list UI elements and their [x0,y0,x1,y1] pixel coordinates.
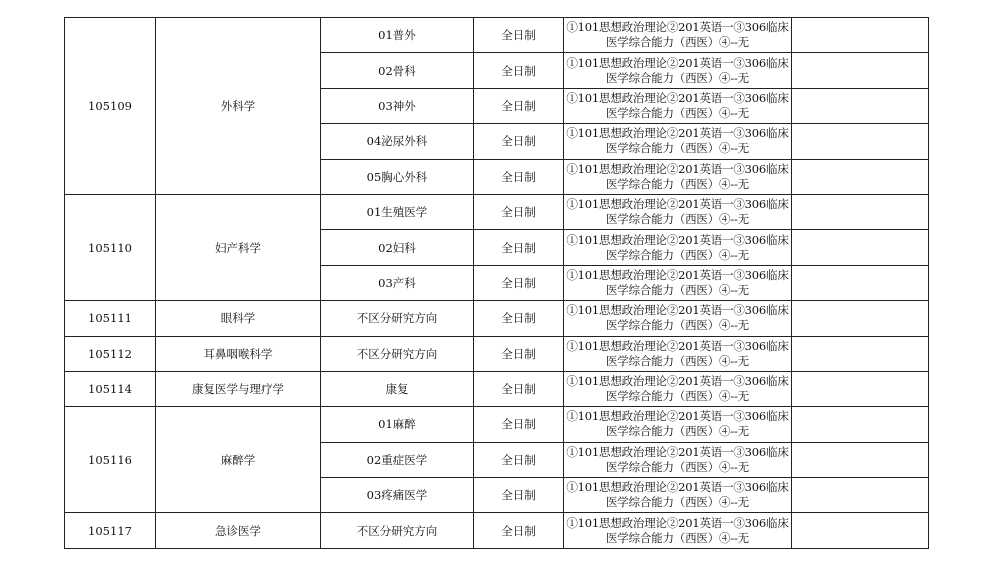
exam-subjects-cell [564,230,792,265]
admissions-table [64,17,929,549]
exam-subjects-line-2: 医学综合能力（西医）④--无 [606,105,749,120]
exam-subjects-line-1: ①101思想政治理论②201英语一③306临床 [566,90,789,105]
study-mode-cell: 全日制 [474,159,564,194]
table-row [65,301,929,336]
exam-subjects-cell [564,159,792,194]
remarks-cell [792,53,929,88]
research-direction-cell: 02妇科 [321,230,474,265]
exam-subjects-line-1: ①101思想政治理论②201英语一③306临床 [566,515,789,530]
exam-subjects-line-1: ①101思想政治理论②201英语一③306临床 [566,480,789,495]
remarks-cell [792,513,929,548]
exam-subjects-line-2: 医学综合能力（西医）④--无 [606,424,749,439]
remarks-cell [792,336,929,371]
study-mode-cell: 全日制 [474,194,564,229]
exam-subjects-cell [564,194,792,229]
study-mode-cell: 全日制 [474,230,564,265]
research-direction-cell: 02骨科 [321,53,474,88]
table-row [65,371,929,406]
exam-subjects-line-2: 医学综合能力（西医）④--无 [606,530,749,545]
exam-subjects-cell [564,301,792,336]
major-name-cell: 耳鼻咽喉科学 [156,336,321,371]
research-direction-cell: 01普外 [321,18,474,53]
research-direction-cell: 01生殖医学 [321,194,474,229]
remarks-cell [792,301,929,336]
table-row [65,513,929,548]
major-name-cell: 妇产科学 [156,194,321,300]
exam-subjects-line-2: 医学综合能力（西医）④--无 [606,459,749,474]
study-mode-cell: 全日制 [474,88,564,123]
exam-subjects-cell [564,442,792,477]
research-direction-cell: 03疼痛医学 [321,478,474,513]
exam-subjects-line-1: ①101思想政治理论②201英语一③306临床 [566,20,789,35]
exam-subjects-line-1: ①101思想政治理论②201英语一③306临床 [566,303,789,318]
study-mode-cell: 全日制 [474,407,564,442]
remarks-cell [792,442,929,477]
exam-subjects-cell [564,336,792,371]
research-direction-cell: 不区分研究方向 [321,513,474,548]
exam-subjects-cell [564,53,792,88]
research-direction-cell: 康复 [321,371,474,406]
remarks-cell [792,159,929,194]
exam-subjects-line-2: 医学综合能力（西医）④--无 [606,495,749,510]
table-body [65,18,929,549]
study-mode-cell: 全日制 [474,53,564,88]
research-direction-cell: 03神外 [321,88,474,123]
exam-subjects-line-2: 医学综合能力（西医）④--无 [606,353,749,368]
study-mode-cell: 全日制 [474,124,564,159]
exam-subjects-line-2: 医学综合能力（西医）④--无 [606,176,749,191]
exam-subjects-line-1: ①101思想政治理论②201英语一③306临床 [566,409,789,424]
study-mode-cell: 全日制 [474,265,564,300]
remarks-cell [792,230,929,265]
research-direction-cell: 03产科 [321,265,474,300]
research-direction-cell: 不区分研究方向 [321,301,474,336]
exam-subjects-line-1: ①101思想政治理论②201英语一③306临床 [566,338,789,353]
exam-subjects-cell [564,18,792,53]
exam-subjects-line-2: 医学综合能力（西医）④--无 [606,141,749,156]
major-name-cell: 康复医学与理疗学 [156,371,321,406]
exam-subjects-line-2: 医学综合能力（西医）④--无 [606,70,749,85]
research-direction-cell: 01麻醉 [321,407,474,442]
major-code-cell: 105109 [65,18,156,195]
study-mode-cell: 全日制 [474,371,564,406]
exam-subjects-cell [564,124,792,159]
exam-subjects-line-1: ①101思想政治理论②201英语一③306临床 [566,444,789,459]
study-mode-cell: 全日制 [474,336,564,371]
major-code-cell: 105110 [65,194,156,300]
study-mode-cell: 全日制 [474,18,564,53]
table-row [65,18,929,53]
exam-subjects-cell [564,265,792,300]
exam-subjects-line-1: ①101思想政治理论②201英语一③306临床 [566,55,789,70]
exam-subjects-line-2: 医学综合能力（西医）④--无 [606,389,749,404]
exam-subjects-line-2: 医学综合能力（西医）④--无 [606,282,749,297]
exam-subjects-line-1: ①101思想政治理论②201英语一③306临床 [566,267,789,282]
remarks-cell [792,124,929,159]
remarks-cell [792,18,929,53]
remarks-cell [792,194,929,229]
major-name-cell: 麻醉学 [156,407,321,513]
major-code-cell: 105111 [65,301,156,336]
exam-subjects-cell [564,478,792,513]
exam-subjects-line-1: ①101思想政治理论②201英语一③306临床 [566,161,789,176]
research-direction-cell: 不区分研究方向 [321,336,474,371]
research-direction-cell: 02重症医学 [321,442,474,477]
major-code-cell: 105112 [65,336,156,371]
major-name-cell: 急诊医学 [156,513,321,548]
exam-subjects-line-2: 医学综合能力（西医）④--无 [606,212,749,227]
remarks-cell [792,371,929,406]
major-code-cell: 105114 [65,371,156,406]
exam-subjects-line-1: ①101思想政治理论②201英语一③306临床 [566,126,789,141]
remarks-cell [792,407,929,442]
study-mode-cell: 全日制 [474,478,564,513]
exam-subjects-cell [564,371,792,406]
exam-subjects-line-1: ①101思想政治理论②201英语一③306临床 [566,374,789,389]
exam-subjects-line-2: 医学综合能力（西医）④--无 [606,35,749,50]
exam-subjects-line-2: 医学综合能力（西医）④--无 [606,318,749,333]
research-direction-cell: 05胸心外科 [321,159,474,194]
remarks-cell [792,88,929,123]
major-name-cell: 外科学 [156,18,321,195]
study-mode-cell: 全日制 [474,442,564,477]
exam-subjects-cell [564,88,792,123]
exam-subjects-line-1: ①101思想政治理论②201英语一③306临床 [566,232,789,247]
study-mode-cell: 全日制 [474,301,564,336]
table-row [65,194,929,229]
major-name-cell: 眼科学 [156,301,321,336]
remarks-cell [792,478,929,513]
research-direction-cell: 04泌尿外科 [321,124,474,159]
remarks-cell [792,265,929,300]
study-mode-cell: 全日制 [474,513,564,548]
exam-subjects-cell [564,513,792,548]
major-code-cell: 105117 [65,513,156,548]
exam-subjects-line-1: ①101思想政治理论②201英语一③306临床 [566,197,789,212]
table-row [65,336,929,371]
exam-subjects-cell [564,407,792,442]
exam-subjects-line-2: 医学综合能力（西医）④--无 [606,247,749,262]
major-code-cell: 105116 [65,407,156,513]
table-row [65,407,929,442]
